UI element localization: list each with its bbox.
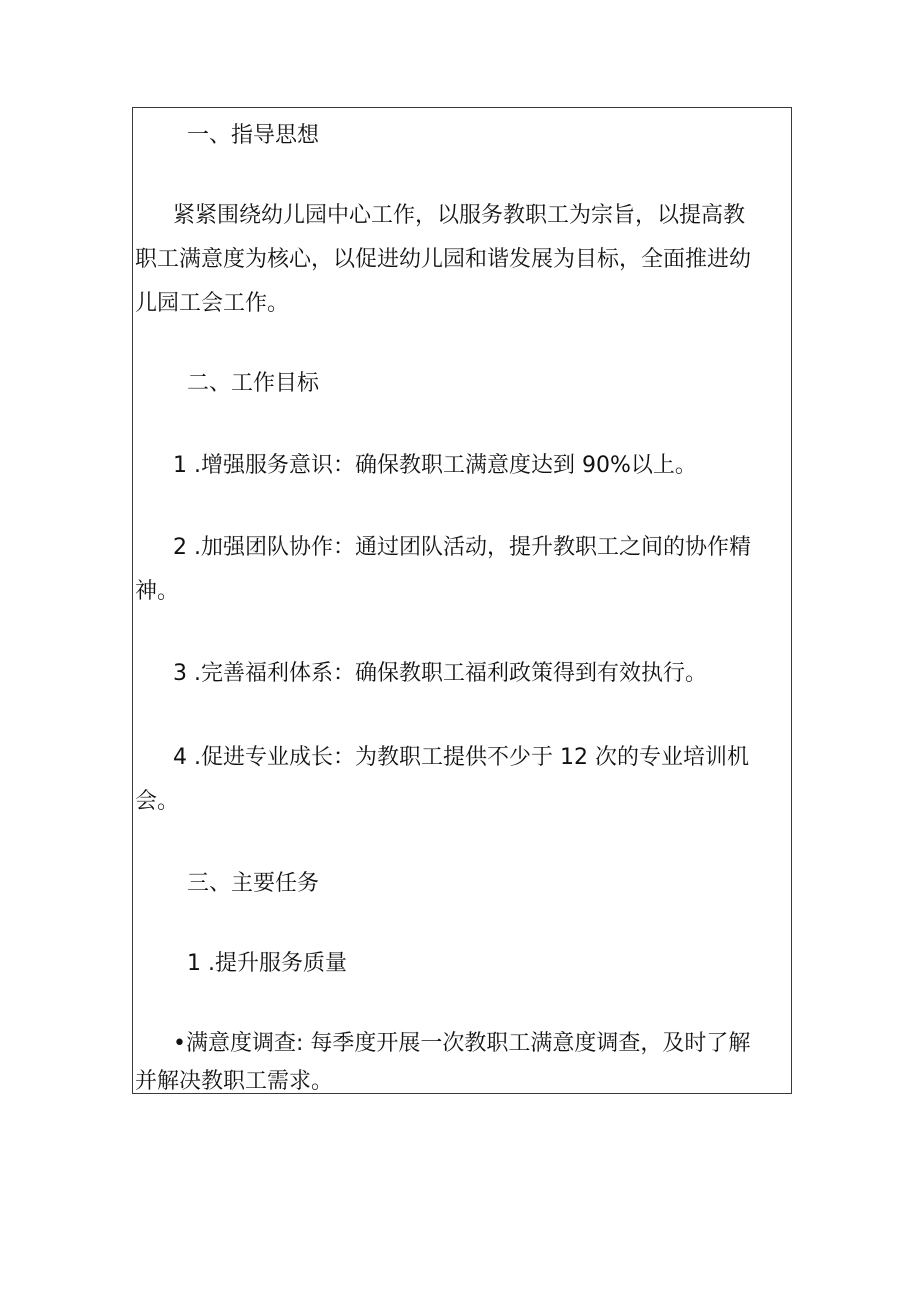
goal-item-continuation: 神。 [135, 579, 180, 604]
task-heading: 1 .提升服务质量 [187, 951, 347, 976]
goal-item: 1 .增强服务意识：确保教职工满意度达到 90%以上。 [173, 453, 697, 478]
paragraph-line: 儿园工会工作。 [135, 291, 290, 316]
section-heading-main-tasks: 三、主要任务 [187, 871, 320, 896]
bullet-item-continuation: 并解决教职工需求。 [135, 1069, 334, 1094]
section-heading-guiding-ideology: 一、指导思想 [187, 123, 320, 148]
goal-item: 3 .完善福利体系：确保教职工福利政策得到有效执行。 [173, 661, 707, 686]
paragraph-line: 紧紧围绕幼儿园中心工作，以服务教职工为宗旨，以提高教 [173, 203, 746, 228]
paragraph-line: 职工满意度为核心，以促进幼儿园和谐发展为目标，全面推进幼 [135, 247, 752, 272]
document-frame [132, 107, 792, 1094]
goal-item-continuation: 会。 [135, 789, 180, 814]
goal-item: 2 .加强团队协作：通过团队活动，提升教职工之间的协作精 [173, 535, 751, 560]
goal-item: 4 .促进专业成长：为教职工提供不少于 12 次的专业培训机 [173, 745, 749, 770]
bullet-item: •满意度调查: 每季度开展一次教职工满意度调查，及时了解 [173, 1031, 751, 1056]
section-heading-work-goals: 二、工作目标 [187, 371, 320, 396]
